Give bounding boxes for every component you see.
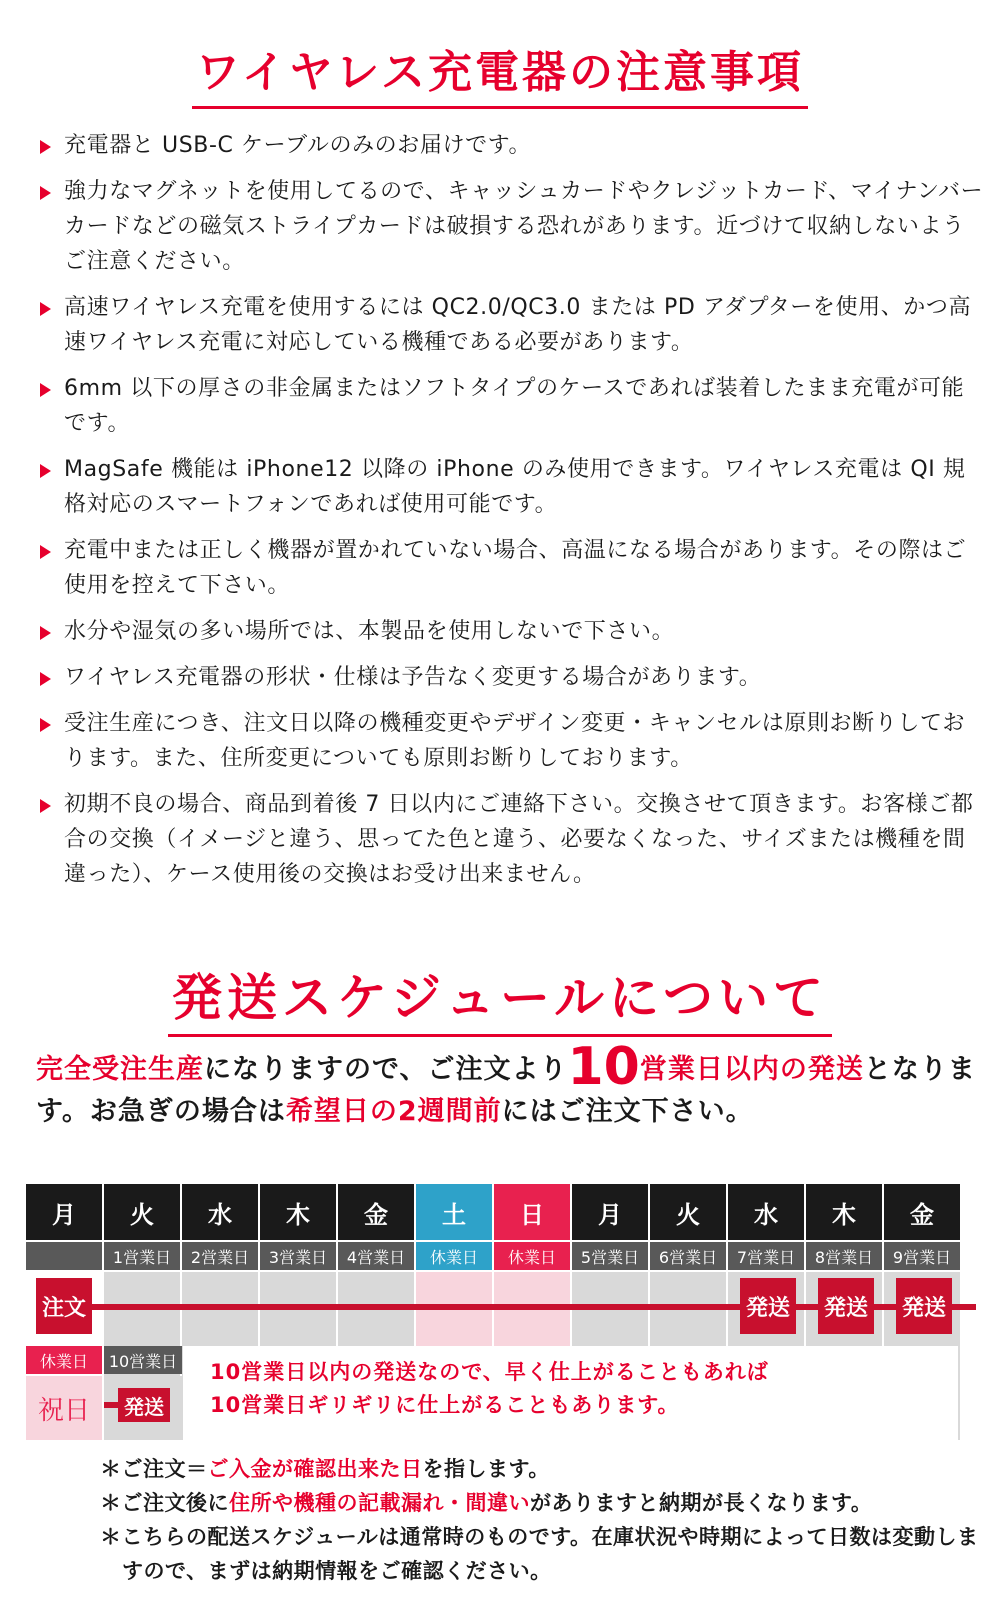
day-name: 日 (494, 1184, 570, 1240)
bullet-triangle-icon (40, 545, 51, 559)
day-name: 火 (650, 1184, 726, 1240)
notes-title: ワイヤレス充電器の注意事項 (192, 36, 808, 109)
schedule-note-text: 10営業日以内の発送なので、早く仕上がることもあれば 10営業日ギリギリに仕上がることもあります。 (210, 1360, 769, 1417)
day-name: 土 (416, 1184, 492, 1240)
day-name: 月 (572, 1184, 648, 1240)
schedule-title: 発送スケジュールについて (168, 958, 832, 1037)
note-item: 水分や湿気の多い場所では、本製品を使用しないで下さい。 (36, 614, 986, 649)
note-item: 6mm 以下の厚さの非金属またはソフトタイプのケースであれば装着したまま充電が可能です。 (36, 371, 986, 441)
legend-ship-tag: 発送 (118, 1388, 170, 1422)
legend-holiday-name: 祝日 (26, 1376, 102, 1440)
note-item: 充電中または正しく機器が置かれていない場合、高温になる場合があります。その際はご使用を控えて下さい。 (36, 533, 986, 603)
notes-list (36, 128, 986, 903)
bullet-triangle-icon (40, 672, 51, 686)
note-item: MagSafe 機能は iPhone12 以降の iPhone のみ使用できます。ワイヤレス充電は QI 規格対応のスマートフォンであれば使用可能です。 (36, 452, 986, 522)
note-item: 高速ワイヤレス充電を使用するには QC2.0/QC3.0 または PD アダプターを使用、かつ高速ワイヤレス充電に対応している機種である必要があります。 (36, 290, 986, 360)
day-business-label: 休業日 (416, 1242, 492, 1270)
day-business-label (26, 1242, 102, 1270)
day-business-label: 3営業日 (260, 1242, 336, 1270)
bullet-triangle-icon (40, 383, 51, 397)
day-business-label: 2営業日 (182, 1242, 258, 1270)
bullet-triangle-icon (40, 718, 51, 732)
day-name: 火 (104, 1184, 180, 1240)
note-item: 初期不良の場合、商品到着後 7 日以内にご連絡下さい。交換させて頂きます。お客様ご都合の交換（イメージと違う、思ってた色と違う、必要なくなった、サイズまたは機種を間違った）、ケース使用後の交換はお受け出来ません。 (36, 787, 986, 892)
bullet-triangle-icon (40, 302, 51, 316)
day-business-label: 休業日 (494, 1242, 570, 1270)
footnote-item: ＊ご注文＝ご入金が確認出来た日を指します。 (100, 1457, 550, 1481)
day-business-label: 7営業日 (728, 1242, 804, 1270)
ship-tag: 発送 (818, 1278, 874, 1334)
bullet-triangle-icon (40, 140, 51, 154)
footnotes (100, 1452, 980, 1588)
footnote-item: ＊ご注文後に住所や機種の記載漏れ・間違いがありますと納期が長くなります。 (100, 1491, 873, 1515)
day-business-label: 9営業日 (884, 1242, 960, 1270)
schedule-intro: 完全受注生産になりますので、ご注文より10営業日以内の発送となります。お急ぎの場合は希望日の2週間前にはご注文下さい。 (36, 1037, 976, 1127)
day-business-label: 5営業日 (572, 1242, 648, 1270)
note-item: 充電器と USB-C ケーブルのみのお届けです。 (36, 128, 986, 163)
day-name: 月 (26, 1184, 102, 1240)
section-title-notes (0, 36, 1000, 109)
bullet-triangle-icon (40, 799, 51, 813)
bullet-triangle-icon (40, 186, 51, 200)
day-business-label: 6営業日 (650, 1242, 726, 1270)
day-name: 木 (260, 1184, 336, 1240)
day-name: 水 (728, 1184, 804, 1240)
bullet-triangle-icon (40, 464, 51, 478)
day-name: 金 (338, 1184, 414, 1240)
section-title-schedule (0, 958, 1000, 1037)
note-item: 受注生産につき、注文日以降の機種変更やデザイン変更・キャンセルは原則お断りしております。また、住所変更についても原則お断りしております。 (36, 706, 986, 776)
order-tag: 注文 (36, 1278, 92, 1334)
day-name: 金 (884, 1184, 960, 1240)
note-item: ワイヤレス充電器の形状・仕様は予告なく変更する場合があります。 (36, 660, 986, 695)
day-business-label: 8営業日 (806, 1242, 882, 1270)
ship-tag: 発送 (740, 1278, 796, 1334)
day-name: 木 (806, 1184, 882, 1240)
ship-tag: 発送 (896, 1278, 952, 1334)
footnote-item: ＊こちらの配送スケジュールは通常時のものです。在庫状況や時期によって日数は変動しますので、まずは納期情報をご確認ください。 (100, 1525, 979, 1583)
day-business-label: 1営業日 (104, 1242, 180, 1270)
day-business-label: 4営業日 (338, 1242, 414, 1270)
legend-holiday-label: 休業日 (26, 1346, 102, 1374)
legend-day10-label: 10営業日 (104, 1346, 182, 1374)
bullet-triangle-icon (40, 626, 51, 640)
day-name: 水 (182, 1184, 258, 1240)
note-item: 強力なマグネットを使用してるので、キャッシュカードやクレジットカード、マイナンバーカードなどの磁気ストライプカードは破損する恐れがあります。近づけて収納しないようご注意ください。 (36, 174, 986, 279)
